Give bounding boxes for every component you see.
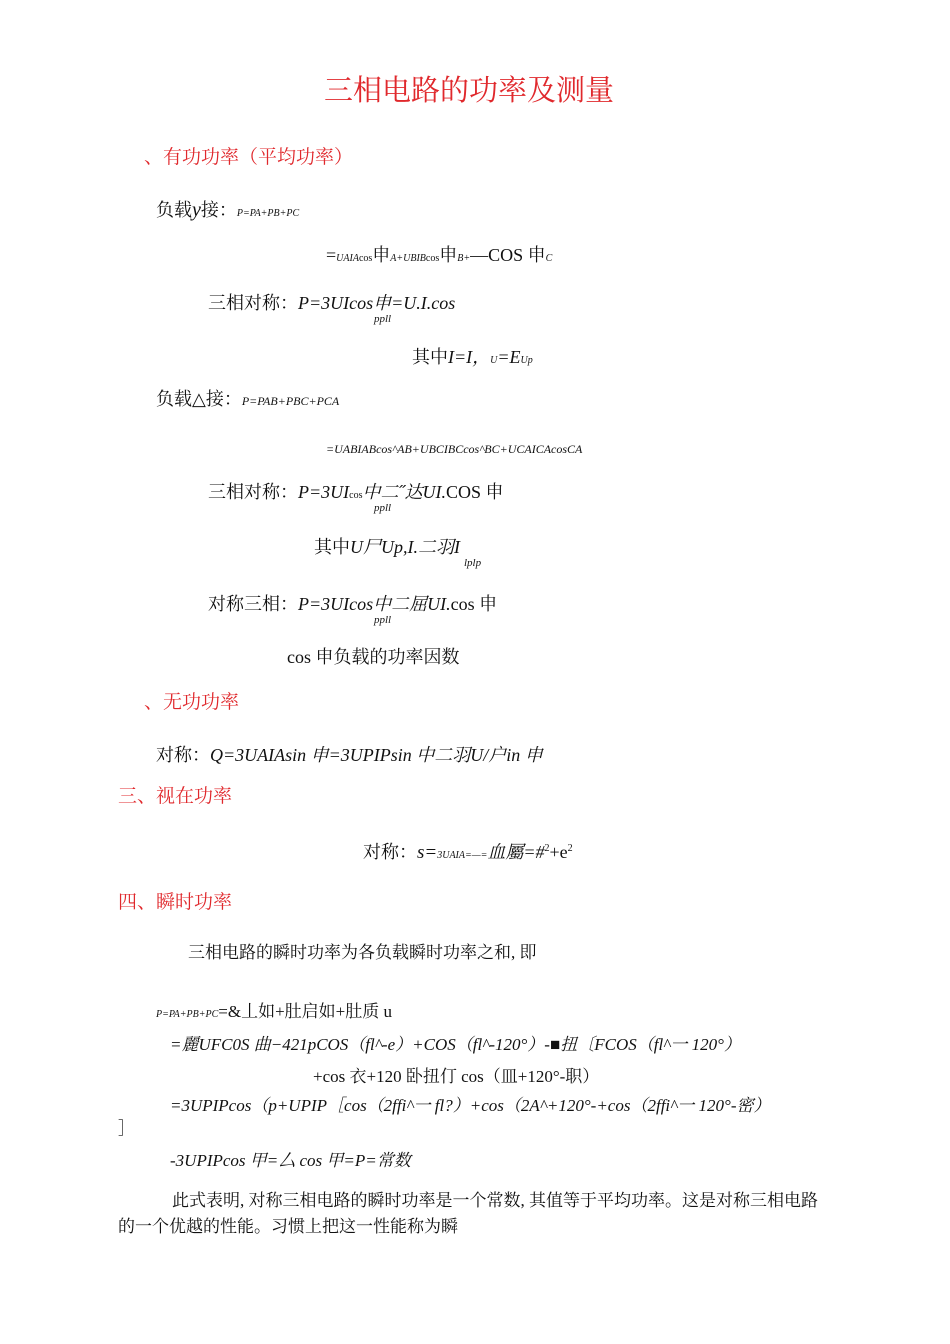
equation-line-1 (156, 1003, 392, 1022)
where-1-formula: I=I， (448, 347, 491, 367)
y-exp-a: = (326, 245, 337, 265)
section-heading-reactive-power: 、无功功率 (144, 692, 240, 713)
y-exp-h: B+ (457, 253, 471, 264)
equation-1-a: P=PA+PB+PC (156, 1009, 219, 1020)
equation-line-3: +cos 衣+120 卧扭仃 cos（皿+120°-职） (313, 1067, 600, 1086)
equation-1-b: =&丄如+肚启如+肚质 u (218, 1002, 393, 1021)
apparent-c: 血屬=# (487, 842, 545, 862)
section-heading-instantaneous-power: 四、瞬时功率 (118, 892, 233, 913)
y-exp-g: 申 (439, 245, 458, 265)
reactive-line (156, 746, 543, 766)
where-1-small: U (490, 355, 498, 366)
symmetric-3-b: cos 申 (450, 594, 498, 614)
where-1-tail: =E (497, 347, 521, 367)
delta-label: 负载△接： (156, 389, 242, 409)
symmetric-2-label: 三相对称： (208, 482, 298, 502)
where-2-subscript: lplp (464, 557, 482, 569)
y-expansion-line (326, 246, 552, 266)
symmetric-3-subscript: ppll (374, 614, 392, 626)
apparent-e: +e (549, 842, 568, 862)
symmetric-2-line (208, 483, 504, 503)
symmetric-3-label: 对称三相： (208, 594, 298, 614)
symmetric-3-line (208, 595, 497, 615)
y-exp-j: C (545, 253, 553, 264)
symmetric-2-a: P=3UI (298, 482, 350, 502)
where-2-formula: U尸Up,I.二羽I (350, 537, 460, 557)
y-label: 负载 (156, 200, 192, 220)
symmetric-1-subscript: ppll (374, 313, 392, 325)
symmetric-2-b: cos (349, 490, 363, 501)
symmetric-1-line (208, 294, 455, 314)
symmetric-3-a: P=3UIcos中二屈UI. (298, 594, 451, 614)
equation-line-4: =3UPIPcos（p+UPIP［cos（2ffi^一 fl?）+cos（2A^+120°-+cos（2ffi^一 120°-密） (170, 1096, 771, 1115)
closing-paragraph: 此式表明, 对称三相电路的瞬时功率是一个常数, 其值等于平均功率。这是对称三相电路的一个优越的性能。习惯上把这一性能称为瞬 (118, 1191, 818, 1237)
apparent-d: 2 (544, 843, 550, 854)
y-exp-b: UAIA (336, 253, 359, 264)
page-title: 三相电路的功率及测量 (324, 75, 615, 107)
symmetric-2-c: 中二˝达UI. (362, 482, 446, 502)
delta-formula: P=PAB+PBC+PCA (241, 394, 340, 408)
where-2-label: 其中 (314, 537, 350, 557)
apparent-b: 3UAIA=—= (437, 850, 488, 861)
where-1-line (412, 348, 533, 368)
symmetric-2-subscript: ppll (374, 502, 392, 514)
reactive-label: 对称： (156, 745, 210, 765)
apparent-a: s= (417, 842, 438, 863)
y-exp-f: cos (425, 253, 440, 264)
where-1-p: p (527, 355, 533, 366)
section-heading-apparent-power: 三、视在功率 (118, 786, 233, 807)
where-2-line (314, 538, 460, 558)
apparent-f: 2 (567, 843, 573, 854)
equation-line-2: =麗UFC0S 曲−421pCOS（fl^-e）+COS（fl^-120°）-■扭〔FCOS（fl^一 120°） (170, 1035, 741, 1054)
y-exp-i: —COS 申 (470, 245, 546, 265)
y-exp-d: 申 (372, 245, 391, 265)
y-connection-line (156, 199, 299, 221)
section-heading-active-power: 、有功功率（平均功率） (144, 147, 354, 168)
y-colon: 接： (200, 200, 237, 220)
equation-line-5: -3UPIPcos 甲=厶 cos 甲=P=常数 (170, 1151, 411, 1170)
y-exp-e: A+UBIB (390, 253, 426, 264)
reactive-formula: Q=3UAIAsin 申=3UPIPsin 中二羽U/户in 申 (210, 745, 543, 765)
y-formula: P=PA+PB+PC (236, 208, 300, 219)
delta-connection-line (156, 390, 339, 410)
y-exp-c: cos (358, 253, 373, 264)
symmetric-2-d: COS 申 (445, 482, 504, 502)
y-symbol: y (192, 199, 201, 221)
power-factor-line: cos 申负载的功率因数 (287, 647, 460, 667)
equation-line-4-end: ］ (118, 1119, 135, 1138)
symmetric-1-label: 三相对称： (208, 293, 298, 313)
where-1-small-2: U (520, 355, 528, 366)
symmetric-1-formula: P=3UIcos申=U.I.cos (298, 293, 456, 313)
where-1-label: 其中 (412, 347, 448, 367)
apparent-label: 对称： (363, 842, 417, 862)
delta-expansion-line: =UABIABcos^AB+UBCIBCcos^BC+UCAICAcosCA (326, 442, 583, 456)
apparent-line (363, 843, 573, 864)
instantaneous-intro: 三相电路的瞬时功率为各负载瞬时功率之和, 即 (188, 943, 537, 962)
